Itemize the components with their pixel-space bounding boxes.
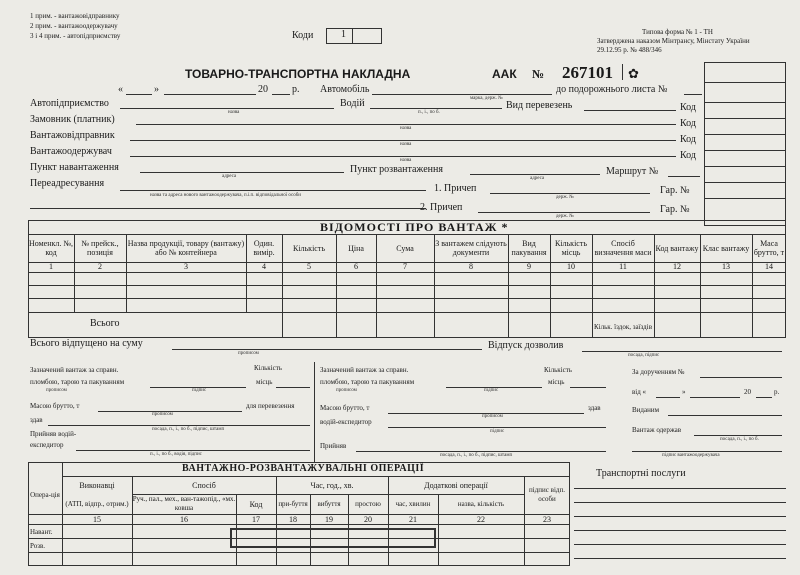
transport-services: Транспортні послуги — [596, 468, 686, 479]
copy-1: 1 прим. - вантажовідправнику — [30, 12, 120, 20]
ops-row-loading: Навант. — [30, 528, 53, 536]
kody-label: Коди — [292, 30, 314, 41]
doc-number: 267101 — [562, 63, 613, 82]
flower-icon: ✿ — [628, 66, 639, 81]
highlight-box — [230, 528, 436, 548]
waybill-form: 1 прим. - вантажовідправнику 2 прим. - вантажоодержувачу 3 і 4 прим. - автопідприємству Коди 1 Типова форма № 1 - ТН Затверджена наказом Мінтрансу, Мінстату України 29.12.95 р. № 488/346 ТОВАРНО-ТРАНСПОРТНА НАКЛАДНА ААК № 267101 ✿ « » 20 р. Автомобіль марка, держ. № до подорожнього листа № Автопідприємство назва Водій п., і., по б. Вид перевезень Код Замовник (платник) назва Код Вантажовідправник назва Код Вантажоодержувач назва Код Пункт навантаження адреса Пункт розвантаження адреса Маршрут № Переадресування назва та адреса нового вантажоодержувача, п.і.п. відповідальної особи 1. Причеп держ. № Гар. № 2. Причеп держ. № Гар. № ВІДОМОСТІ ПРО ВАНТАЖ * Номенкл. №, код № прейск., позиція Назва продукції, товару (вантажу) або № контейнера Один. вимір. Кількість Ціна Сума З вантажем слідують документи Вид пакування Кількість місць Спосіб визначення маси Код вантажу Клас вантажу Маса брутто, т 1 2 3 4 5 6 7 8 9 10 11 12 13 14 Всього Кільк. їздок, заїздів Всього відпущено на суму прописом Відпуск дозволив посада, підпис Зазначений вантаж за справн. Кількість пломбою, тарою та пакуванням місць прописом підпис Масою брутто, т для перевезення прописом здав посада, п., і., по б., підпис, штамп Прийняв водій- експедитор п., і., по б., водія, підпис Зазначений вантаж за справн. Кількість пломбою, тарою та пакуванням місць прописом підпис Масою брутто, т здав прописом водій-експедитор підпис Прийняв посада, п., і., по б., підпис, штамп За дорученням № від « » 20 р. Виданим Вантаж одержав посада, п., і., по б. підпис вантажоодержувача ВАНТАЖНО-РОЗВАНТАЖУВАЛЬНІ ОПЕРАЦІЇ Опера-ція Виконавці (АТП, відпр., отрим.) Спосіб Руч., пал., мех., ван-тажопід., «мх. ковша Код Час, год., хв. при-буття вибуття простою Додаткові операції час, хвилин назва, кількість підпис відп. особи 15 16 17 18 19 20 21 22 23 Навант. Розв. Транспортні послуги — [0, 0, 800, 575]
cargo-header: ВІДОМОСТІ ПРО ВАНТАЖ * — [320, 220, 509, 234]
form-type: Типова форма № 1 - ТН — [642, 28, 713, 36]
ops-header: ВАНТАЖНО-РОЗВАНТАЖУВАЛЬНІ ОПЕРАЦІЇ — [182, 463, 425, 474]
doc-title: ТОВАРНО-ТРАНСПОРТНА НАКЛАДНА — [185, 67, 411, 81]
number-sign: № — [532, 67, 545, 81]
copy-2: 2 прим. - вантажоодержувачу — [30, 22, 118, 30]
kody-value: 1 — [341, 29, 346, 40]
cargo-total: Всього — [90, 318, 120, 329]
kody-box — [326, 28, 382, 44]
form-approved: Затверджена наказом Мінтрансу, Мінстату України — [597, 37, 750, 45]
doc-series: ААК — [492, 67, 517, 81]
trips-label: Кільк. їздок, заїздів — [593, 322, 652, 331]
copy-3: 3 і 4 прим. - автопідприємству — [30, 32, 121, 40]
ops-row-unloading: Розв. — [30, 542, 46, 550]
form-date: 29.12.95 р. № 488/346 — [597, 46, 662, 54]
codes-column — [704, 62, 786, 226]
